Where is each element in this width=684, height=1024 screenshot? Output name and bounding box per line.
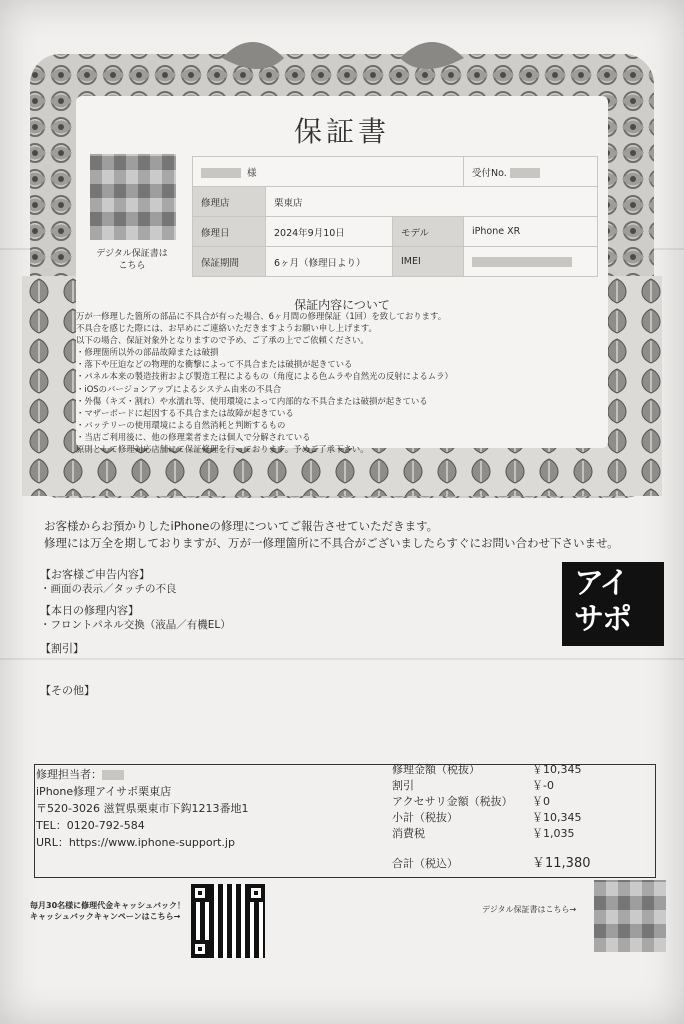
staff-label: 修理担当者： — [36, 768, 102, 781]
billing-value: ￥1,035 — [532, 827, 575, 840]
complaint-section — [40, 568, 177, 596]
digital-warranty-link[interactable]: デジタル保証書はこちら→ — [482, 905, 577, 914]
paper-fold-line — [0, 658, 684, 660]
billing-label: 小計（税抜） — [392, 811, 458, 824]
guarantee-line: ・バッテリーの使用環境による自然消耗と判断するもの — [76, 419, 286, 430]
guarantee-line: 不具合を感じた際には、お早めにご連絡いただきますようお願い申し上げます。 — [76, 323, 377, 334]
digital-warranty-qr-blurred-bottom[interactable] — [594, 880, 666, 952]
billing-value: ￥-0 — [532, 779, 554, 792]
cashback-line2[interactable]: キャッシュバックキャンペーンはこちら→ — [30, 912, 181, 921]
billing-total-row — [392, 856, 652, 872]
billing-value: ￥10,345 — [532, 763, 582, 776]
other-section — [40, 684, 95, 698]
shop-info — [36, 766, 248, 851]
guarantee-line: ・マザーボードに起因する不具合または故障が起きている — [76, 407, 294, 418]
shop-label: 修理店 — [193, 187, 266, 217]
today-repair-section — [40, 604, 231, 632]
cashback-notice — [30, 900, 185, 922]
redacted-imei — [472, 257, 572, 267]
guarantee-line: 原則として修理対応店舗にて保証修理を行っております。予めご了承下さい。 — [76, 444, 369, 455]
billing-label: 消費税 — [392, 827, 425, 840]
logo-line1: アイ — [574, 566, 628, 601]
redacted-name — [201, 168, 241, 178]
shop-name: iPhone修理アイサポ栗東店 — [36, 785, 172, 798]
warranty-period-value: 6ヶ月（修理日より） — [266, 247, 393, 277]
billing-value: ￥0 — [532, 795, 550, 808]
reception-cell — [464, 157, 598, 187]
cashback-qr-code[interactable] — [191, 884, 265, 958]
certificate-title: 保証書 — [293, 115, 390, 148]
guarantee-line: 万が一修理した箇所の部品に不具合が有った場合、6ヶ月間の修理保証（1回）を致しております。 — [76, 311, 447, 321]
digital-warranty-qr-blurred[interactable] — [90, 154, 176, 240]
customer-name-cell — [193, 157, 464, 187]
billing-label: 割引 — [392, 779, 414, 792]
guarantee-line: ・当店ご利用後に、他の修理業者または個人で分解されている — [76, 431, 311, 442]
billing-row — [392, 762, 652, 778]
discount-heading: 【割引】 — [40, 642, 84, 655]
guarantee-line: ・パネル本来の製造技術および製造工程によるもの（角度による色ムラや自然光の反射によるムラ） — [76, 371, 453, 382]
billing-row — [392, 826, 652, 842]
complaint-heading: 【お客様ご申告内容】 — [40, 568, 150, 581]
billing-label: 修理金額（税抜） — [392, 763, 480, 776]
report-line1: お客様からお預かりしたiPhoneの修理についてご報告させていただきます。 — [44, 519, 439, 533]
billing-row — [392, 794, 652, 810]
model-value: iPhone XR — [464, 217, 598, 247]
repair-info-table — [192, 156, 598, 277]
report-line2: 修理には万全を期しておりますが、万が一修理箇所に不具合がございましたらすぐにお問い合わせ下さいませ。 — [44, 536, 619, 550]
repair-date-label: 修理日 — [193, 217, 266, 247]
qr-finder — [247, 884, 265, 902]
repair-report — [44, 518, 619, 552]
total-value: ￥11,380 — [532, 856, 591, 871]
guarantee-line: ・iOSのバージョンアップによるシステム由来の不具合 — [76, 383, 282, 394]
staff-row — [36, 766, 248, 783]
logo-line2: サポ — [574, 602, 630, 637]
guarantee-heading: 保証内容について — [294, 298, 390, 312]
billing-label: アクセサリ金額（税抜） — [392, 795, 513, 808]
warranty-period-label: 保証期間 — [193, 247, 266, 277]
shop-tel: TEL：0120-792-584 — [36, 819, 145, 832]
billing-value: ￥10,345 — [532, 811, 582, 824]
imei-label: IMEI — [393, 247, 464, 277]
billing-row — [392, 778, 652, 794]
qr-finder — [191, 884, 209, 902]
qr-finder — [191, 940, 209, 958]
today-repair-heading: 【本日の修理内容】 — [40, 604, 139, 617]
complaint-value: ・画面の表示／タッチの不良 — [40, 583, 177, 595]
repair-date-value: 2024年9月10日 — [266, 217, 393, 247]
guarantee-line: ・修理箇所以外の部品故障または破損 — [76, 347, 219, 358]
reception-label: 受付No. — [472, 167, 507, 179]
billing-summary — [392, 762, 652, 872]
other-heading: 【その他】 — [40, 684, 95, 697]
redacted-staff — [102, 770, 124, 780]
total-label: 合計（税込） — [392, 857, 458, 870]
guarantee-line: 以下の場合、保証対象外となりますので予め、ご了承の上でご依頼ください。 — [76, 335, 369, 346]
model-label: モデル — [393, 217, 464, 247]
shop-value: 栗東店 — [266, 187, 598, 217]
digital-caption-line1: デジタル保証書は — [96, 249, 168, 259]
guarantee-line: ・落下や圧迫などの物理的な衝撃によって不具合または破損が起きている — [76, 359, 353, 370]
isapo-logo — [562, 562, 664, 646]
redacted-reception — [510, 168, 540, 178]
shop-url[interactable]: URL：https://www.iphone-support.jp — [36, 836, 235, 849]
shop-address: 〒520-3026 滋賀県栗東市下鈎1213番地1 — [36, 802, 249, 815]
imei-value — [464, 247, 598, 277]
discount-section — [40, 642, 84, 656]
digital-caption-line2: こちら — [118, 261, 146, 271]
cashback-line1: 毎月30名様に修理代金キャッシュバック！ — [30, 901, 185, 910]
today-repair-value: ・フロントパネル交換（液晶／有機EL） — [40, 619, 231, 631]
billing-row — [392, 810, 652, 826]
guarantee-line: ・外傷（キズ・割れ）や水濡れ等、使用環境によって内部的な不具合または破損が起きている — [76, 395, 428, 406]
customer-suffix: 様 — [247, 167, 257, 179]
guarantee-body — [76, 310, 596, 455]
digital-warranty-caption — [86, 248, 178, 272]
